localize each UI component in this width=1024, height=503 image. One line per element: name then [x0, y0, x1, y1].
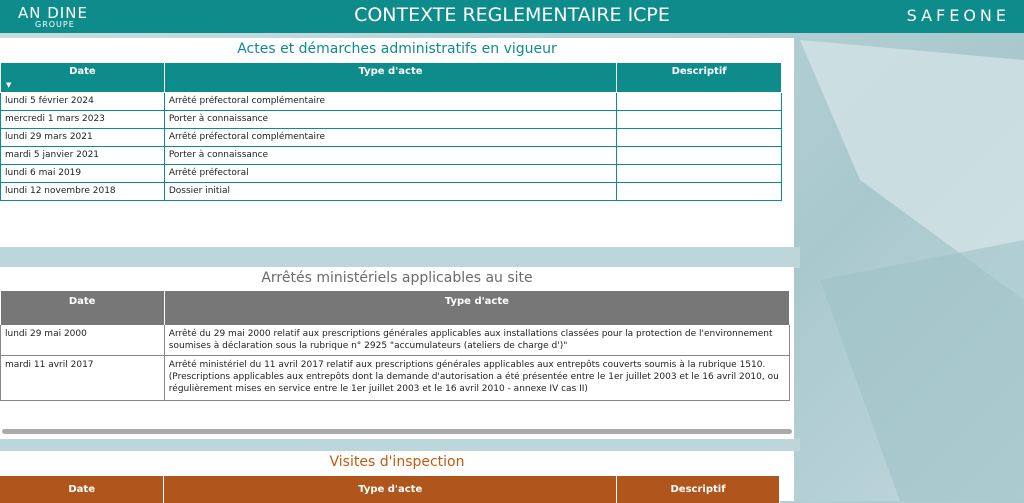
table-row[interactable]: lundi 12 novembre 2018 Dossier initial: [1, 183, 782, 201]
column-header-descriptif[interactable]: Descriptif: [617, 476, 780, 503]
table-row[interactable]: lundi 6 mai 2019 Arrêté préfectoral: [1, 165, 782, 183]
table-row[interactable]: lundi 5 février 2024 Arrêté préfectoral complémentaire: [1, 93, 782, 111]
logo-text-main: AN DINE: [18, 4, 88, 22]
visites-table: [0, 476, 780, 503]
table-row[interactable]: mardi 5 janvier 2021 Porter à connaissance: [1, 147, 782, 165]
actes-title: Actes et démarches administratifs en vigueur: [237, 41, 557, 57]
visites-panel: [0, 451, 794, 501]
logo-text-sub: GROUPE: [35, 20, 75, 29]
column-header-type[interactable]: Type d'acte: [164, 476, 617, 503]
arretes-title: Arrêtés ministériels applicables au site: [261, 270, 533, 286]
column-header-type[interactable]: Type d'acte: [164, 63, 616, 93]
table-row[interactable]: lundi 29 mai 2000 Arrêté du 29 mai 2000 relatif aux prescriptions générales applicables aux installations classées pour la protection de l'environnement soumises à déclaration sous la rubrique n° 2925 "accumulateurs (ateliers de charge d')": [1, 325, 790, 356]
actes-table: [0, 62, 782, 201]
app-header: [0, 0, 1024, 33]
column-header-date[interactable]: Date: [1, 291, 165, 325]
table-row[interactable]: lundi 29 mars 2021 Arrêté préfectoral complémentaire: [1, 129, 782, 147]
safeone-logo: SAFEONE: [906, 6, 1010, 25]
visites-title: Visites d'inspection: [329, 454, 465, 470]
horizontal-scrollbar[interactable]: [2, 429, 792, 434]
table-row[interactable]: mardi 11 avril 2017 Arrêté ministériel du 11 avril 2017 relatif aux prescriptions générales applicables aux entrepôts couverts soumis à la rubrique 1510. (Prescriptions applicables aux entrepôts dont la demande d'autorisation a été présentée entre le 1er juillet 2003 et le 16 avril 2010, ou régulièrement mises en service entre le 1er juillet 2003 et le 16 avril 2010 - annexe IV cas II): [1, 356, 790, 401]
column-header-date[interactable]: Date ▼: [1, 63, 165, 93]
column-header-descriptif[interactable]: Descriptif: [617, 63, 782, 93]
actes-panel: [0, 38, 794, 247]
arretes-table: [0, 291, 790, 401]
column-header-type[interactable]: Type d'acte: [164, 291, 789, 325]
column-header-date[interactable]: Date: [0, 476, 164, 503]
page-title: CONTEXTE REGLEMENTAIRE ICPE: [354, 4, 670, 26]
arretes-panel: [0, 267, 794, 439]
table-row[interactable]: mercredi 1 mars 2023 Porter à connaissance: [1, 111, 782, 129]
sort-desc-icon[interactable]: ▼: [6, 81, 12, 89]
